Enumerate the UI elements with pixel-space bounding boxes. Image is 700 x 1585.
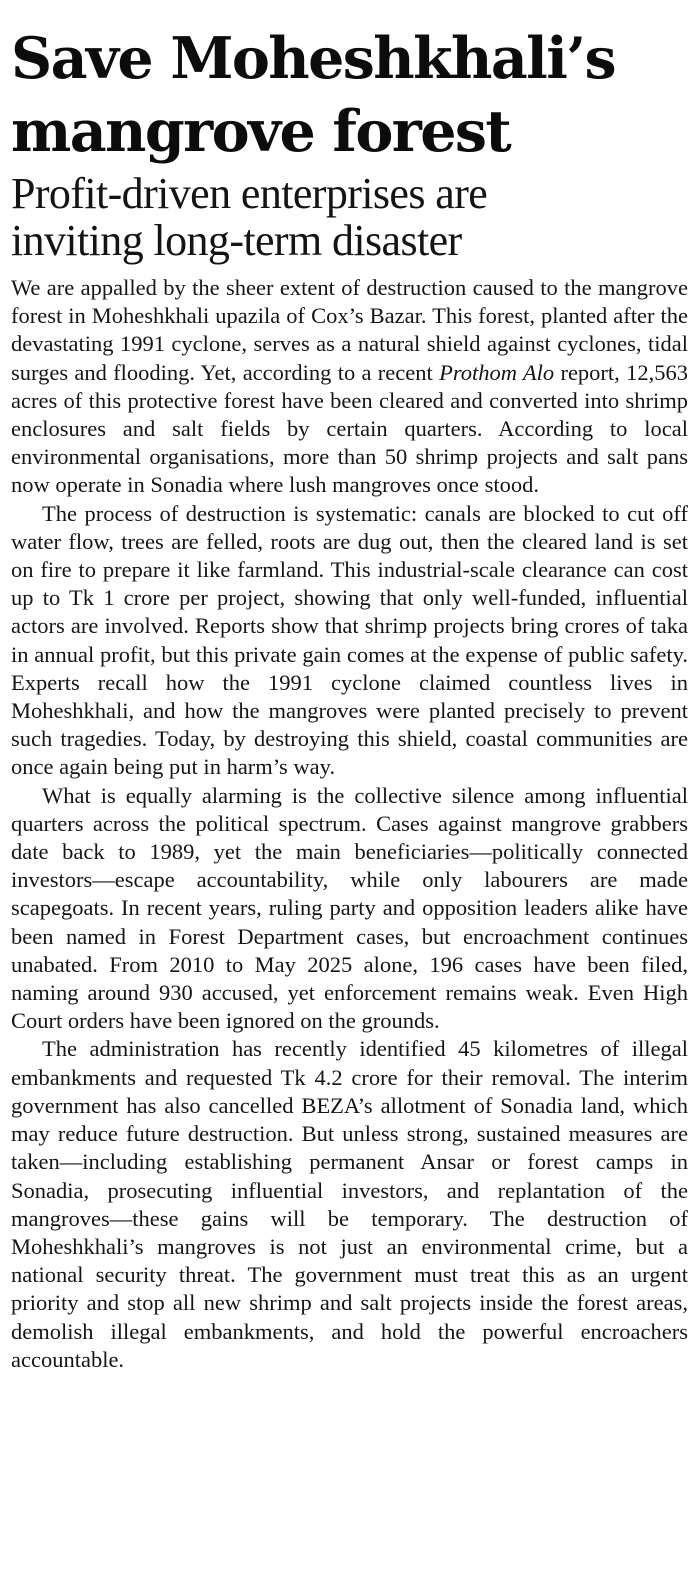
paragraph-2: The process of destruction is systematic: canals are blocked to cut off water flow, trees are felled, roots are dug out, then the cleared land is set on fire to prepare it like farmland. This industrial-scale clearance can cost up to Tk 1 crore per project, showing that only well-funded, influential actors are involved. Reports show that shrimp projects bring crores of taka in annual profit, but this private gain comes at the expense of public safety. Experts recall how the 1991 cyclone claimed countless lives in Moheshkhali, and how the mangroves were planted precisely to prevent such tragedies. Today, by destroying this shield, coastal communities are once again being put in harm’s way. [11, 500, 688, 780]
headline-line-1: Save Moheshkhali’s [11, 25, 615, 92]
paragraph-4: The administration has recently identified 45 kilometres of illegal embankments and requested Tk 4.2 crore for their removal. The interim government has also cancelled BEZA’s allotment of Sonadia land, which may reduce future destruction. But unless strong, sustained measures are taken—including establishing permanent Ansar or forest camps in Sonadia, prosecuting influential investors, and replantation of the mangroves—these gains will be temporary. The destruction of Moheshkhali’s mangroves is not just an environmental crime, but a national security threat. The government must treat this as an urgent priority and stop all new shrimp and salt projects inside the forest areas, demolish illegal embankments, and hold the powerful encroachers accountable. [11, 1036, 688, 1372]
subheadline-line-1: Profit-driven enterprises are [11, 169, 488, 218]
headline-line-2: mangrove forest [11, 98, 511, 165]
subheadline-line-2: inviting long-term disaster [11, 216, 462, 265]
paragraph-1-text-after: report, 12,563 acres of this protective forest have been cleared and converted into shrimp enclosures and salt fields by certain quarters. According to local environmental organisations, more than 50 shrimp projects and salt pans now operate in Sonadia where lush mangroves once stood. [11, 359, 688, 498]
paragraph-1-text-before: We are appalled by the sheer extent of destruction caused to the mangrove forest in Moheshkhali upazila of Cox’s Bazar. This forest, planted after the devastating 1991 cyclone, serves as a natural shield against cyclones, tidal surges and flooding. Yet, according to a recent [11, 275, 688, 385]
headline [11, 22, 688, 168]
paragraph-1 [11, 274, 688, 500]
newspaper-name: Prothom Alo [439, 359, 555, 385]
article-body [11, 274, 688, 1374]
subheadline [11, 170, 688, 264]
paragraph-3: What is equally alarming is the collective silence among influential quarters across the political spectrum. Cases against mangrove grabbers date back to 1989, yet the main beneficiaries—politically connected investors—escape accountability, while only labourers are made scapegoats. In recent years, ruling party and opposition leaders alike have been named in Forest Department cases, but encroachment continues unabated. From 2010 to May 2025 alone, 196 cases have been filed, naming around 930 accused, yet enforcement remains weak. Even High Court orders have been ignored on the grounds. [11, 782, 688, 1034]
